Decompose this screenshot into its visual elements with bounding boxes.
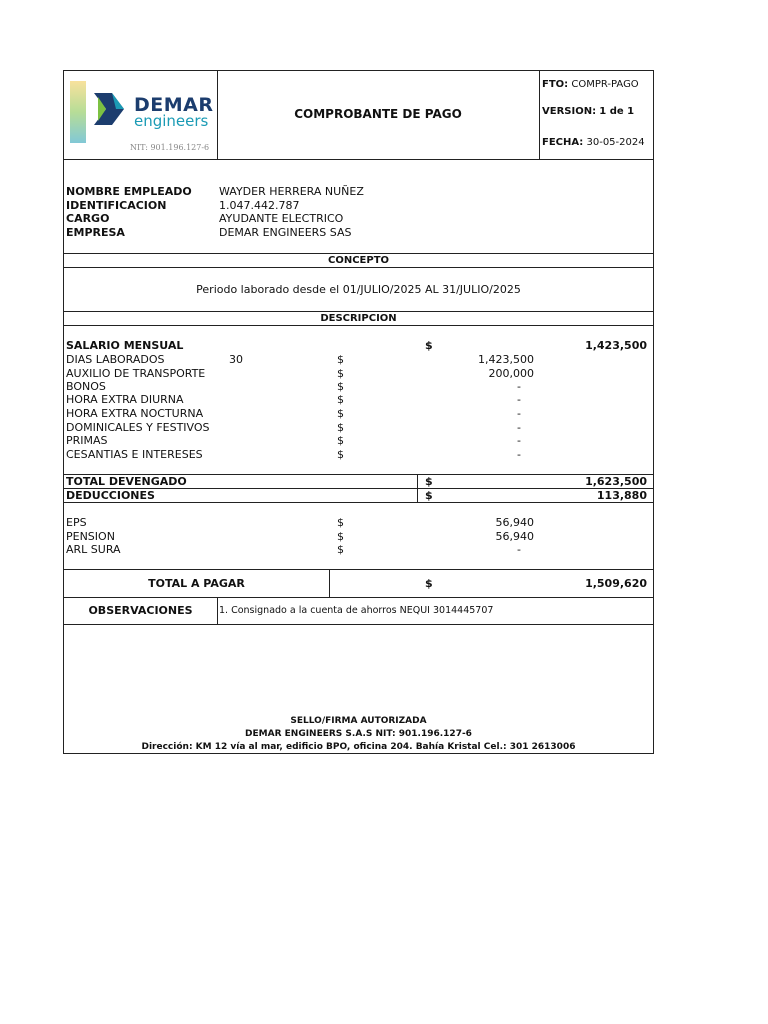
company-logo <box>68 75 214 155</box>
salario-currency: $ <box>425 339 433 352</box>
deduction-value: 56,940 <box>495 516 534 529</box>
item-value: - <box>517 434 521 447</box>
item-label: DOMINICALES Y FESTIVOS <box>66 421 210 434</box>
observaciones-text: 1. Consignado a la cuenta de ahorros NEQUI 3014445707 <box>219 605 494 616</box>
deducciones-value: 113,880 <box>596 489 647 502</box>
employee-name-value: WAYDER HERRERA NUÑEZ <box>219 185 364 198</box>
document-title: COMPROBANTE DE PAGO <box>294 107 462 121</box>
item-value: - <box>517 407 521 420</box>
deduction-label: ARL SURA <box>66 543 121 556</box>
total-pagar-value: 1,509,620 <box>585 577 647 590</box>
deduction-label: PENSION <box>66 530 115 543</box>
employee-empresa-value: DEMAR ENGINEERS SAS <box>219 226 352 239</box>
item-label: CESANTIAS E INTERESES <box>66 448 203 461</box>
deduction-currency: $ <box>337 530 344 543</box>
total-pagar-currency: $ <box>425 577 433 590</box>
employee-cargo-value: AYUDANTE ELECTRICO <box>219 212 344 225</box>
item-currency: $ <box>337 380 344 393</box>
employee-id-value: 1.047.442.787 <box>219 199 300 212</box>
fecha-field <box>542 136 645 149</box>
item-currency: $ <box>337 353 344 366</box>
payment-voucher <box>63 70 654 754</box>
item-value: - <box>517 448 521 461</box>
item-value: 1,423,500 <box>478 353 534 366</box>
item-label: PRIMAS <box>66 434 108 447</box>
deduction-currency: $ <box>337 543 344 556</box>
item-label: BONOS <box>66 380 106 393</box>
fecha-label: FECHA: <box>542 137 584 148</box>
header-divider-right <box>539 71 540 159</box>
fto-field <box>542 78 639 91</box>
item-currency: $ <box>337 448 344 461</box>
employee-empresa-label: EMPRESA <box>66 226 125 239</box>
employee-name-label: NOMBRE EMPLEADO <box>66 185 192 198</box>
item-currency: $ <box>337 421 344 434</box>
item-value: 200,000 <box>488 367 534 380</box>
fto-label: FTO: <box>542 79 569 90</box>
logo-brand: DEMAR <box>134 94 214 116</box>
logo-nit: NIT: 901.196.127-6 <box>130 143 210 152</box>
item-currency: $ <box>337 407 344 420</box>
total-devengado-value: 1,623,500 <box>585 475 647 488</box>
item-label: DIAS LABORADOS <box>66 353 165 366</box>
item-label: HORA EXTRA DIURNA <box>66 393 184 406</box>
employee-cargo-label: CARGO <box>66 212 110 225</box>
item-currency: $ <box>337 367 344 380</box>
item-currency: $ <box>337 393 344 406</box>
version-value: 1 de 1 <box>599 106 635 117</box>
total-devengado-label: TOTAL DEVENGADO <box>66 475 187 488</box>
version-label: VERSION: <box>542 106 597 117</box>
descripcion-title: DESCRIPCION <box>320 313 397 324</box>
deduction-value: 56,940 <box>495 530 534 543</box>
logo-subtitle: engineers <box>134 112 209 130</box>
fto-value: COMPR-PAGO <box>571 79 639 90</box>
item-value: - <box>517 380 521 393</box>
item-label: AUXILIO DE TRANSPORTE <box>66 367 206 380</box>
item-label: HORA EXTRA NOCTURNA <box>66 407 204 420</box>
total-devengado-currency: $ <box>425 475 433 488</box>
employee-id-label: IDENTIFICACION <box>66 199 167 212</box>
deducciones-currency: $ <box>425 489 433 502</box>
item-value: - <box>517 421 521 434</box>
deduction-label: EPS <box>66 516 87 529</box>
footer-company: DEMAR ENGINEERS S.A.S NIT: 901.196.127-6 <box>245 729 472 739</box>
item-currency: $ <box>337 434 344 447</box>
item-qty: 30 <box>229 353 243 366</box>
item-value: - <box>517 393 521 406</box>
salario-value: 1,423,500 <box>585 339 647 352</box>
header-bottom-line <box>64 159 653 160</box>
fecha-value: 30-05-2024 <box>586 137 645 148</box>
concepto-period: Periodo laborado desde el 01/JULIO/2025 AL 31/JULIO/2025 <box>196 283 521 296</box>
salario-label: SALARIO MENSUAL <box>66 339 184 352</box>
version-field <box>542 105 634 118</box>
concepto-title: CONCEPTO <box>327 255 390 266</box>
footer-signature: SELLO/FIRMA AUTORIZADA <box>290 716 427 726</box>
footer-address: Dirección: KM 12 vía al mar, edificio BPO, oficina 204. Bahía Kristal Cel.: 301 2613006 <box>141 742 576 752</box>
deduction-value: - <box>517 543 521 556</box>
deduction-currency: $ <box>337 516 344 529</box>
observaciones-label: OBSERVACIONES <box>88 604 193 617</box>
deducciones-label: DEDUCCIONES <box>66 489 155 502</box>
total-pagar-label: TOTAL A PAGAR <box>148 577 245 590</box>
